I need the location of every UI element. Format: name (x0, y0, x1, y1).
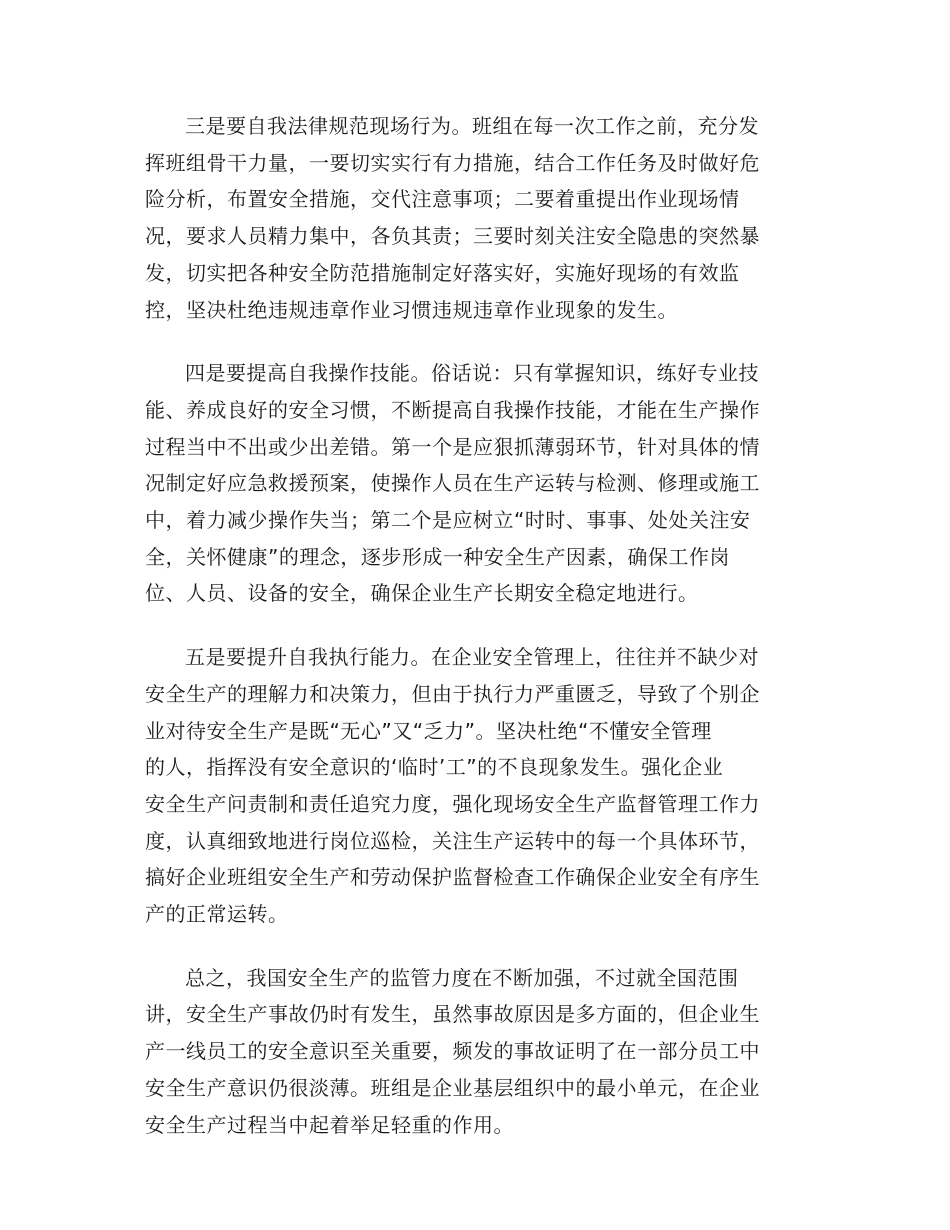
paragraph-line: 业对待安全生产是既“无心”又“乏力”。坚决杜绝“不懂安全管理 (145, 718, 712, 743)
paragraph-3-self-regulation (145, 108, 795, 328)
paragraph-line: 四是要提高自我操作技能。俗话说：只有掌握知识，练好专业技 (185, 361, 759, 386)
paragraph-spacer (145, 328, 795, 355)
paragraph-line: 过程当中不出或少出差错。第一个是应狠抓薄弱环节，针对具体的情 (145, 434, 760, 459)
paragraph-4-operating-skills (145, 355, 795, 612)
paragraph-line: 况制定好应急救援预案，使操作人员在生产运转与检测、修理或施工 (145, 471, 760, 496)
paragraph-line: 搞好企业班组安全生产和劳动保护监督检查工作确保企业安全有序生 (145, 865, 760, 890)
paragraph-line: 度，认真细致地进行岗位巡检，关注生产运转中的每一个具体环节， (145, 828, 760, 853)
paragraph-line: 能、养成良好的安全习惯，不断提高自我操作技能，才能在生产操作 (145, 397, 760, 422)
paragraph-line: 险分析，布置安全措施，交代注意事项；二要着重提出作业现场情 (145, 187, 740, 212)
paragraph-line: 控，坚决杜绝违规违章作业习惯违规违章作业现象的发生。 (145, 297, 678, 322)
paragraph-line: 挥班组骨干力量，一要切实实行有力措施，结合工作任务及时做好危 (145, 150, 760, 175)
paragraph-line: 讲，安全生产事故仍时有发生，虽然事故原因是多方面的，但企业生 (145, 1002, 760, 1027)
paragraph-line: 五是要提升自我执行能力。在企业安全管理上，往往并不缺少对 (185, 645, 759, 670)
paragraph-line: 产一线员工的安全意识至关重要，频发的事故证明了在一部分员工中 (145, 1039, 760, 1064)
paragraph-line: 产的正常运转。 (145, 902, 289, 927)
paragraph-line: 安全生产问责制和责任追究力度，强化现场安全生产监督管理工作力 (145, 791, 760, 816)
paragraph-line: 安全生产意识仍很淡薄。班组是企业基层组织中的最小单元，在企业 (145, 1075, 760, 1100)
paragraph-line: 全，关怀健康”的理念，逐步形成一种安全生产因素，确保工作岗 (145, 544, 730, 569)
paragraph-line: 的人，指挥没有安全意识的‘临时’工”的不良现象发生。强化企业 (145, 755, 724, 780)
paragraph-line: 三是要自我法律规范现场行为。班组在每一次工作之前，充分发 (185, 114, 759, 138)
paragraph-line: 安全生产的理解力和决策力，但由于执行力严重匮乏，导致了个别企 (145, 681, 760, 706)
document-page (145, 108, 795, 1143)
paragraph-line: 安全生产过程当中起着举足轻重的作用。 (145, 1112, 514, 1137)
paragraph-line: 总之，我国安全生产的监管力度在不断加强，不过就全国范围 (185, 965, 739, 990)
paragraph-spacer (145, 612, 795, 639)
paragraph-line: 位、人员、设备的安全，确保企业生产长期安全稳定地进行。 (145, 581, 699, 606)
paragraph-line: 中，着力减少操作失当；第二个是应树立“时时、事事、处处关注安 (145, 508, 751, 533)
paragraph-line: 况，要求人员精力集中，各负其责；三要时刻关注安全隐患的突然暴 (145, 224, 760, 249)
paragraph-5-execution (145, 639, 795, 933)
paragraph-line: 发，切实把各种安全防范措施制定好落实好，实施好现场的有效监 (145, 260, 740, 285)
paragraph-conclusion (145, 960, 795, 1144)
paragraph-spacer (145, 933, 795, 960)
